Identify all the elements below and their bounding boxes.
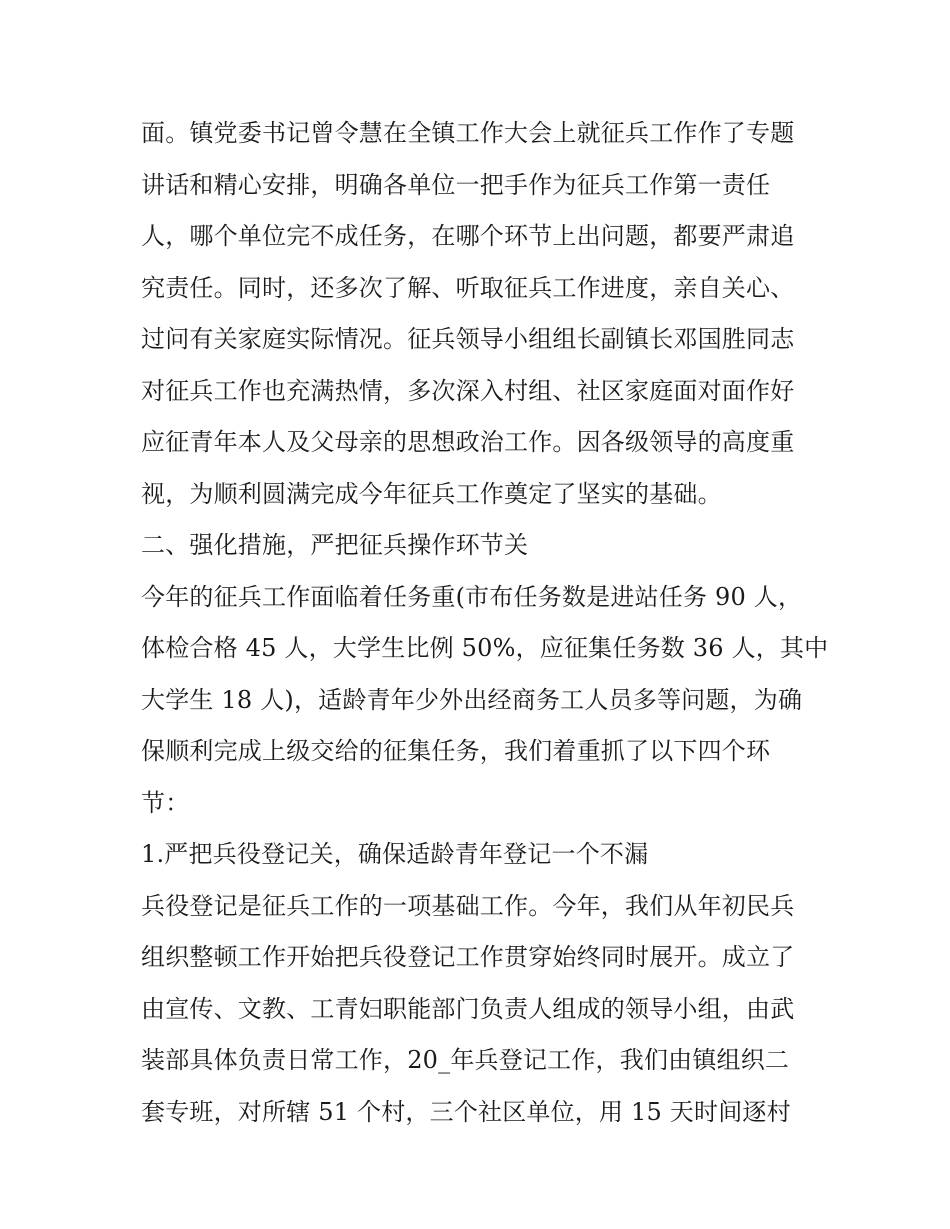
text-line-14: 节： xyxy=(141,788,190,817)
text-line-20: 套专班，对所辖 51 个村，三个社区单位，用 15 天时间逐村 xyxy=(141,1097,791,1126)
document-body xyxy=(141,108,829,1138)
text-line-4: 究责任。同时，还多次了解、听取征兵工作进度，亲自关心、 xyxy=(141,273,795,302)
text-line-16: 兵役登记是征兵工作的一项基础工作。今年，我们从年初民兵 xyxy=(141,891,795,920)
text-line-6: 对征兵工作也充满热情，多次深入村组、社区家庭面对面作好 xyxy=(141,376,795,405)
text-line-19: 装部具体负责日常工作，20_年兵登记工作，我们由镇组织二 xyxy=(141,1046,790,1074)
text-line-17: 组织整顿工作开始把兵役登记工作贯穿始终同时展开。成立了 xyxy=(141,943,795,971)
text-line-5: 过问有关家庭实际情况。征兵领导小组组长副镇长邓国胜同志 xyxy=(141,325,795,353)
text-line-3: 人，哪个单位完不成任务，在哪个环节上出问题，都要严肃追 xyxy=(141,222,795,250)
subsection-heading: 1.严把兵役登记关，确保适龄青年登记一个不漏 xyxy=(141,840,649,868)
text-line-18: 由宣传、文教、工青妇职能部门负责人组成的领导小组，由武 xyxy=(141,994,795,1023)
text-line-13: 保顺利完成上级交给的征集任务，我们着重抓了以下四个环 xyxy=(141,737,771,765)
text-line-12: 大学生 18 人)，适龄青年少外出经商务工人员多等问题，为确 xyxy=(141,685,803,714)
section-heading: 二、强化措施，严把征兵操作环节关 xyxy=(141,531,529,559)
text-line-11: 体检合格 45 人，大学生比例 50%，应征集任务数 36 人，其中 xyxy=(141,634,829,662)
text-line-8: 视，为顺利圆满完成今年征兵工作奠定了坚实的基础。 xyxy=(141,479,722,508)
text-line-2: 讲话和精心安排，明确各单位一把手作为征兵工作第一责任 xyxy=(141,170,771,199)
text-line-10: 今年的征兵工作面临着任务重(市布任务数是进站任务 90 人， xyxy=(141,582,803,611)
text-line-1: 面。镇党委书记曾令慧在全镇工作大会上就征兵工作作了专题 xyxy=(141,119,795,147)
text-line-7: 应征青年本人及父母亲的思想政治工作。因各级领导的高度重 xyxy=(141,428,795,456)
